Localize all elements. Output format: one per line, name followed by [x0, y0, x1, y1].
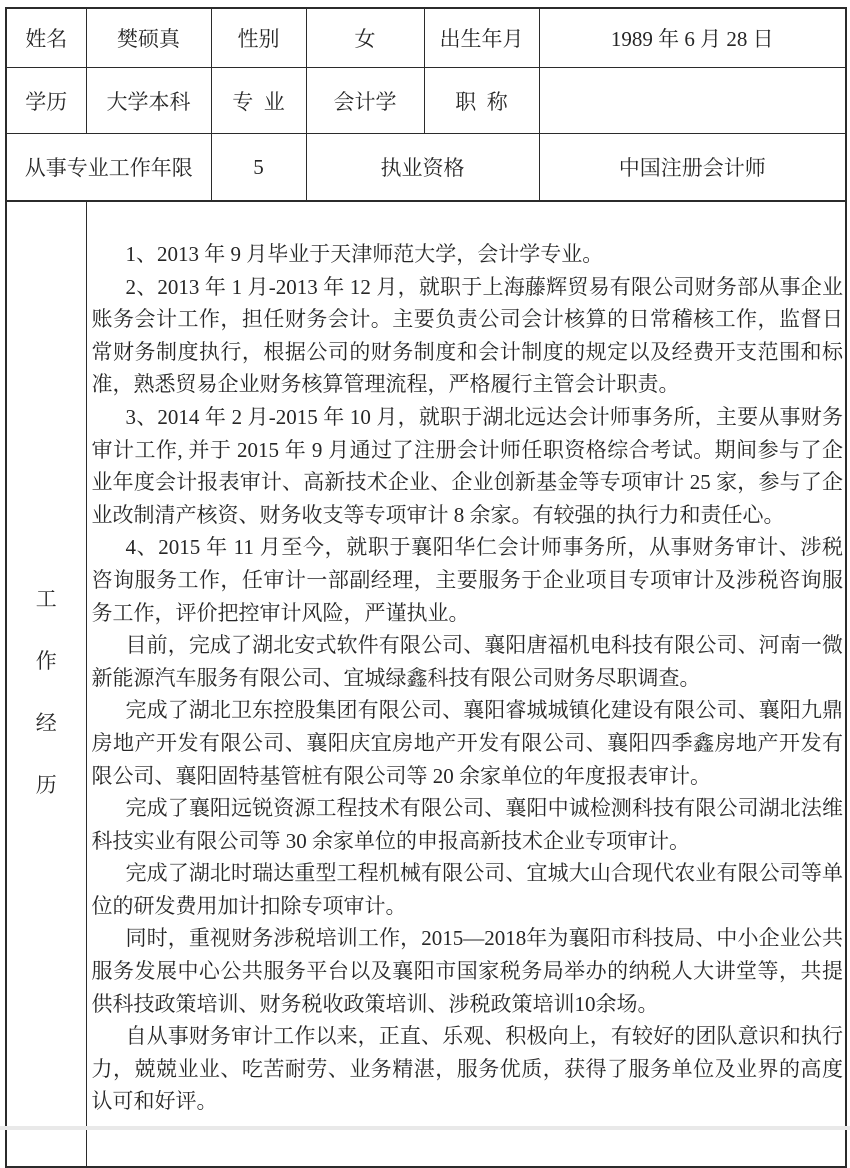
- work-experience-paragraph: 4、2015 年 11 月至今，就职于襄阳华仁会计师事务所，从事财务审计、涉税咨询服务工作，任审计一部副经理，主要服务于企业项目专项审计及涉税咨询服务工作，评价把控审计风险，严谨执业。: [91, 535, 843, 625]
- work-experience-paragraph: 2、2013 年 1 月-2013 年 12 月，就职于上海藤辉贸易有限公司财务部从事企业账务会计工作，担任财务会计。主要负责公司会计核算的日常稽核工作，监督日常财务制度执行，根据公司的财务制度和会计制度的规定以及经费开支范围和标准，熟悉贸易企业财务核算管理流程，严格履行主管会计职责。: [91, 274, 843, 397]
- work-experience-paragraph: 目前，完成了湖北安式软件有限公司、襄阳唐福机电科技有限公司、河南一微新能源汽车服务有限公司、宜城绿鑫科技有限公司财务尽职调查。: [91, 633, 843, 690]
- name-label: 姓名: [6, 8, 86, 68]
- row-basic-info: [6, 8, 846, 68]
- work-experience-paragraph: 3、2014 年 2 月-2015 年 10 月，就职于湖北远达会计师事务所，主要从事财务审计工作, 并于 2015 年 9 月通过了注册会计师任职资格综合考试。期间参与了企业年度会计报表审计、高新技术企业、企业创新基金等专项审计 25 家，参与了企业改制清产核资、财务收支等专项审计 8 余家。有较强的执行力和责任心。: [91, 404, 843, 527]
- major-label: 专 业: [211, 68, 306, 134]
- gender-label: 性别: [211, 8, 306, 68]
- row-work-experience: [6, 201, 846, 1167]
- work-experience-paragraph: 1、2013 年 9 月毕业于天津师范大学，会计学专业。: [125, 242, 604, 266]
- work-experience-vertical-label: [7, 210, 86, 1167]
- work-experience-paragraph: 完成了襄阳远锐资源工程技术有限公司、襄阳中诚检测科技有限公司湖北法维科技实业有限公司等 30 余家单位的申报高新技术企业专项审计。: [91, 796, 843, 853]
- work-years-label: 从事专业工作年限: [6, 134, 211, 202]
- work-experience-paragraph: 自从事财务审计工作以来，正直、乐观、积极向上，有较好的团队意识和执行力，兢兢业业、吃苦耐劳、业务精湛，服务优质，获得了服务单位及业界的高度认可和好评。: [91, 1024, 843, 1114]
- birthdate-label: 出生年月: [424, 8, 539, 68]
- job-title-value: [539, 68, 846, 134]
- qualification-label: 执业资格: [306, 134, 539, 202]
- row-qualification: [6, 134, 846, 202]
- qualification-value: 中国注册会计师: [539, 134, 846, 202]
- work-experience-label-char: 工: [35, 587, 57, 611]
- work-experience-paragraph: 同时，重视财务涉税培训工作，2015—2018年为襄阳市科技局、中小企业公共服务发展中心公共服务平台以及襄阳市国家税务局举办的纳税人大讲堂等，共提供科技政策培训、财务税收政策培训、涉税政策培训10余场。: [91, 926, 843, 1016]
- education-value: 大学本科: [86, 68, 211, 134]
- job-title-label: 职 称: [424, 68, 539, 134]
- major-value: 会计学: [306, 68, 424, 134]
- resume-form-table: [5, 7, 847, 1168]
- page-bottom-edge: [0, 1126, 850, 1130]
- work-experience-label-char: 历: [35, 773, 57, 797]
- work-experience-paragraph: 完成了湖北卫东控股集团有限公司、襄阳睿城城镇化建设有限公司、襄阳九鼎房地产开发有限公司、襄阳庆宜房地产开发有限公司、襄阳四季鑫房地产开发有限公司、襄阳固特基管桩有限公司等 20 余家单位的年度报表审计。: [91, 698, 843, 788]
- name-value: 樊硕真: [86, 8, 211, 68]
- work-experience-label-char: 经: [35, 711, 57, 735]
- work-years-value: 5: [211, 134, 306, 202]
- gender-value: 女: [306, 8, 424, 68]
- row-education: [6, 68, 846, 134]
- work-experience-content: [86, 201, 846, 1167]
- work-experience-paragraph: 完成了湖北时瑞达重型工程机械有限公司、宜城大山合现代农业有限公司等单位的研发费用加计扣除专项审计。: [91, 861, 843, 918]
- work-experience-header: [6, 201, 86, 1167]
- birthdate-value: 1989 年 6 月 28 日: [539, 8, 846, 68]
- education-label: 学历: [6, 68, 86, 134]
- work-experience-label-char: 作: [35, 649, 57, 673]
